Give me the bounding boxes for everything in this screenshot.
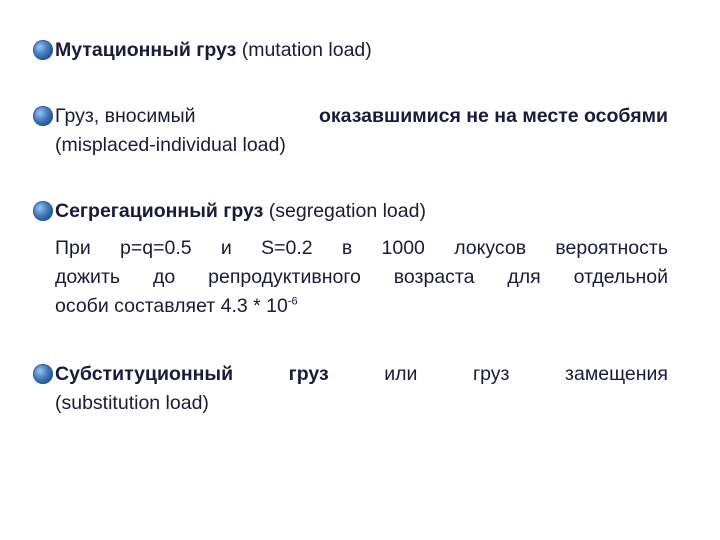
- misplaced-prefix: Груз, вносимый: [55, 105, 196, 127]
- bullet-item-segregation-load: [55, 197, 668, 226]
- substitution-line: [55, 360, 668, 389]
- term-english: (substitution load): [55, 392, 209, 414]
- segregation-detail: [55, 234, 668, 321]
- detail-line-3-text: особи составляет 4.3 * 10: [55, 295, 288, 317]
- term-english: (segregation load): [268, 200, 426, 222]
- detail-line-3: [55, 292, 668, 321]
- word-5: замещения: [565, 363, 668, 385]
- bullet-sphere-icon: [33, 364, 53, 384]
- word-1: Субституционный: [55, 363, 234, 385]
- bullet-sphere-icon: [33, 40, 53, 60]
- bullet-sphere-icon: [33, 201, 53, 221]
- word-3: или: [384, 363, 418, 385]
- misplaced-emphasis: оказавшимися не на месте особями: [318, 105, 668, 127]
- detail-line-2: дожить до репродуктивного возраста для отдельной: [55, 266, 668, 288]
- word-2: груз: [288, 363, 329, 385]
- word-4: груз: [473, 363, 510, 385]
- term-english: (misplaced-individual load): [55, 134, 286, 156]
- term-english: (mutation load): [241, 39, 372, 61]
- misplaced-line: [55, 102, 668, 131]
- detail-line-1: При p=q=0.5 и S=0.2 в 1000 локусов вероятность: [55, 237, 668, 259]
- bullet-item-substitution-load: [55, 360, 668, 418]
- term-mutation-load: Мутационный груз: [55, 39, 237, 61]
- exponent: -6: [287, 295, 298, 308]
- bullet-item-mutation-load: [55, 36, 668, 65]
- bullet-item-misplaced-load: [55, 102, 668, 160]
- term-segregation-load: Сегрегационный груз: [55, 200, 264, 222]
- bullet-sphere-icon: [33, 106, 53, 126]
